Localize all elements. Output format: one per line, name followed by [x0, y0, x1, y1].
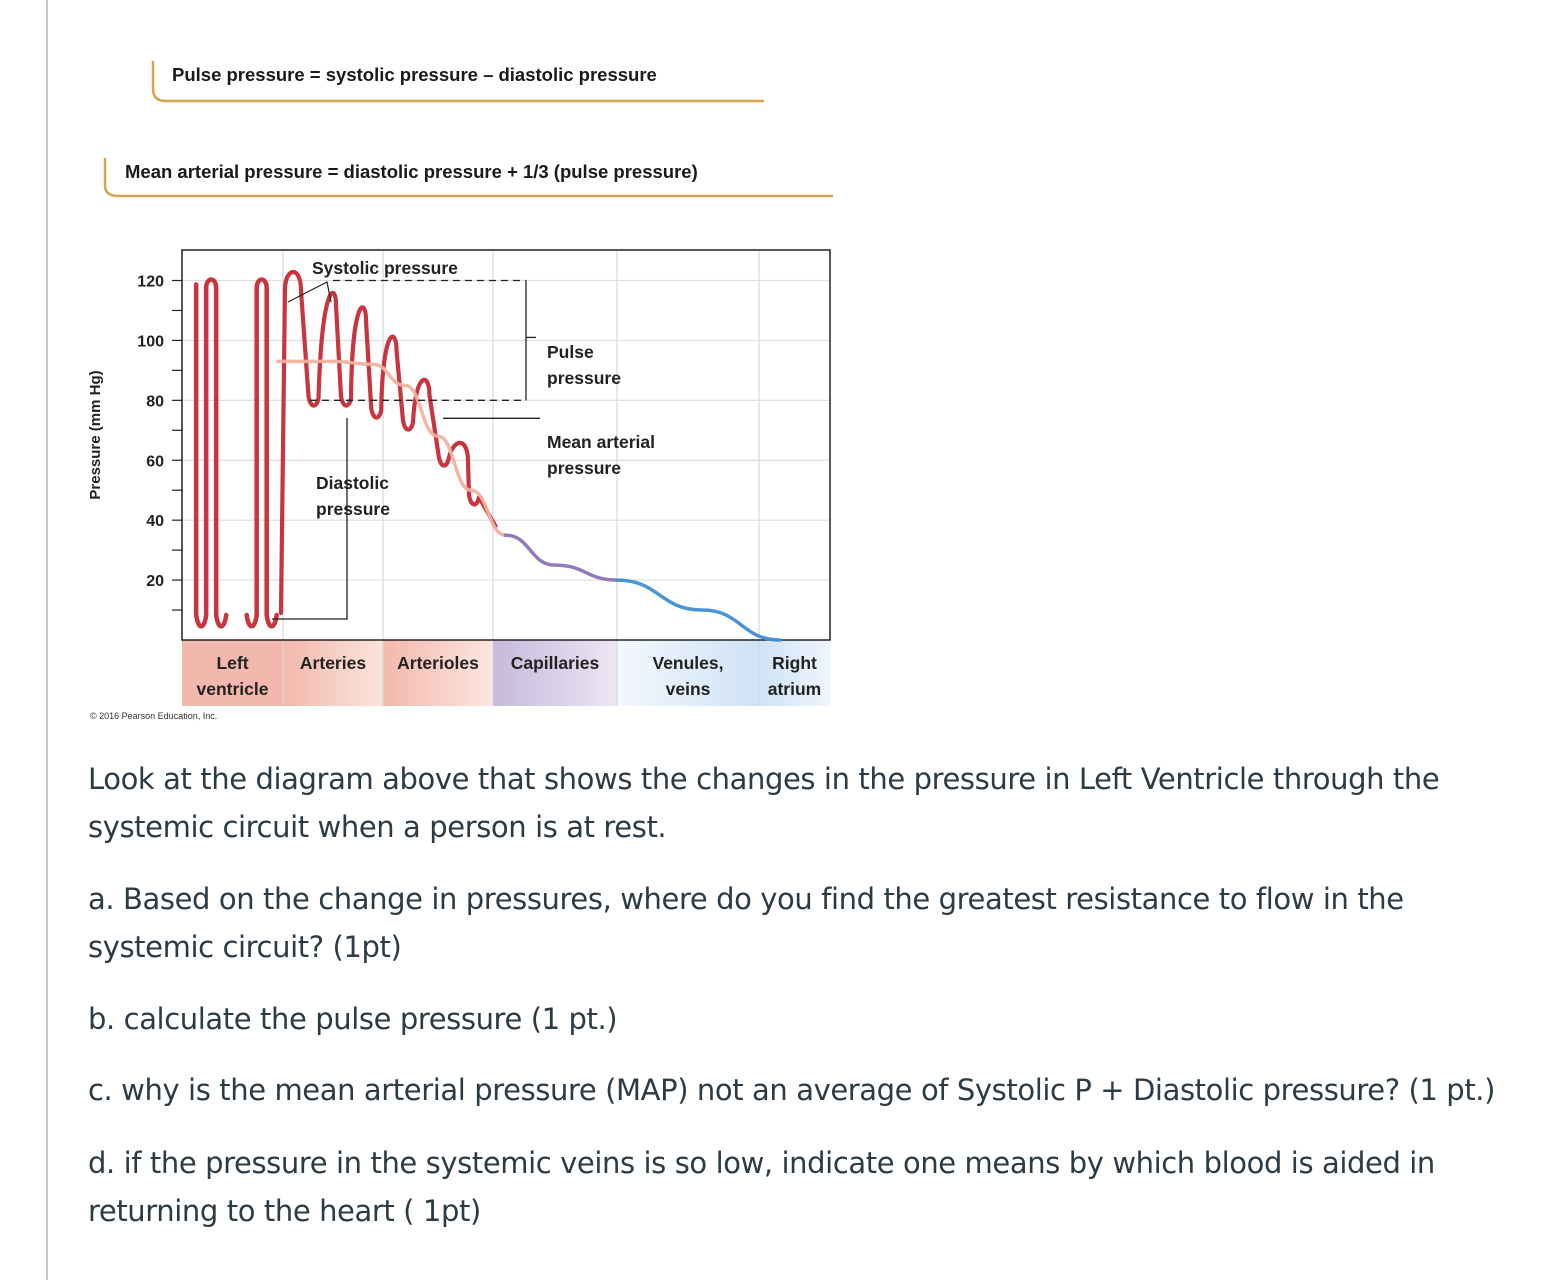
zone-band	[383, 640, 493, 706]
pressure-chart	[60, 230, 850, 710]
category-label: ventricle	[196, 679, 269, 699]
pulse-pressure-label-1: Pulse	[547, 342, 594, 362]
ventricle-pressure-wave	[247, 280, 277, 627]
copyright-notice: © 2016 Pearson Education, Inc.	[90, 711, 218, 721]
zone-band	[493, 640, 617, 706]
y-tick-label: 20	[146, 573, 164, 591]
diastolic-pressure-label-2: pressure	[316, 499, 390, 519]
question-a: a. Based on the change in pressures, where do you find the greatest resistance to flow in the systemic circuit? (1pt)	[88, 882, 1404, 964]
mean-line-arteries	[278, 361, 505, 535]
category-label: Venules,	[652, 653, 724, 673]
pulse-pressure-formula: Pulse pressure = systolic pressure – diastolic pressure	[172, 64, 657, 85]
category-label: veins	[665, 679, 711, 699]
mean-line-veins	[617, 580, 780, 640]
systolic-pointer	[288, 282, 331, 302]
question-c: c. why is the mean arterial pressure (MAP) not an average of Systolic P + Diastolic pressure? (1 pt.)	[88, 1073, 1496, 1107]
y-tick-label: 80	[146, 393, 164, 411]
category-label: Left	[216, 653, 249, 673]
systolic-pressure-label: Systolic pressure	[312, 258, 458, 278]
y-axis	[137, 274, 182, 639]
y-axis-label: Pressure (mm Hg)	[87, 370, 104, 500]
zone-band	[283, 640, 383, 706]
category-label: Right	[772, 653, 817, 673]
question-d: d. if the pressure in the systemic veins is so low, indicate one means by which blood is aided in returning to the heart ( 1pt)	[88, 1146, 1435, 1228]
vessel-zones	[182, 640, 830, 706]
category-label: Capillaries	[510, 653, 600, 673]
category-label: atrium	[767, 679, 822, 699]
arterial-pressure-wave	[281, 272, 496, 613]
left-margin-rule	[46, 0, 48, 1280]
mean-arterial-label-1: Mean arterial	[547, 432, 655, 452]
category-label: Arteries	[299, 653, 367, 673]
ventricle-pressure-wave	[196, 280, 226, 627]
y-tick-label: 100	[137, 333, 164, 351]
category-label: Arterioles	[397, 653, 479, 673]
question-intro: Look at the diagram above that shows the changes in the pressure in Left Ventricle through the systemic circuit when a person is at rest.	[88, 762, 1440, 844]
y-tick-label: 60	[146, 453, 164, 471]
mean-arterial-pressure-formula: Mean arterial pressure = diastolic pressure + 1/3 (pulse pressure)	[125, 161, 698, 182]
diastolic-pressure-label-1: Diastolic	[316, 473, 389, 493]
plot-frame	[182, 250, 830, 640]
pulse-pressure-label-2: pressure	[547, 368, 621, 388]
y-tick-label: 40	[146, 513, 164, 531]
chart-annotations	[272, 258, 655, 619]
question-b: b. calculate the pulse pressure (1 pt.)	[88, 1002, 618, 1036]
mean-arterial-label-2: pressure	[547, 458, 621, 478]
chart-grid	[182, 250, 830, 706]
mean-line-capillaries	[505, 535, 617, 580]
y-tick-label: 120	[137, 273, 164, 291]
